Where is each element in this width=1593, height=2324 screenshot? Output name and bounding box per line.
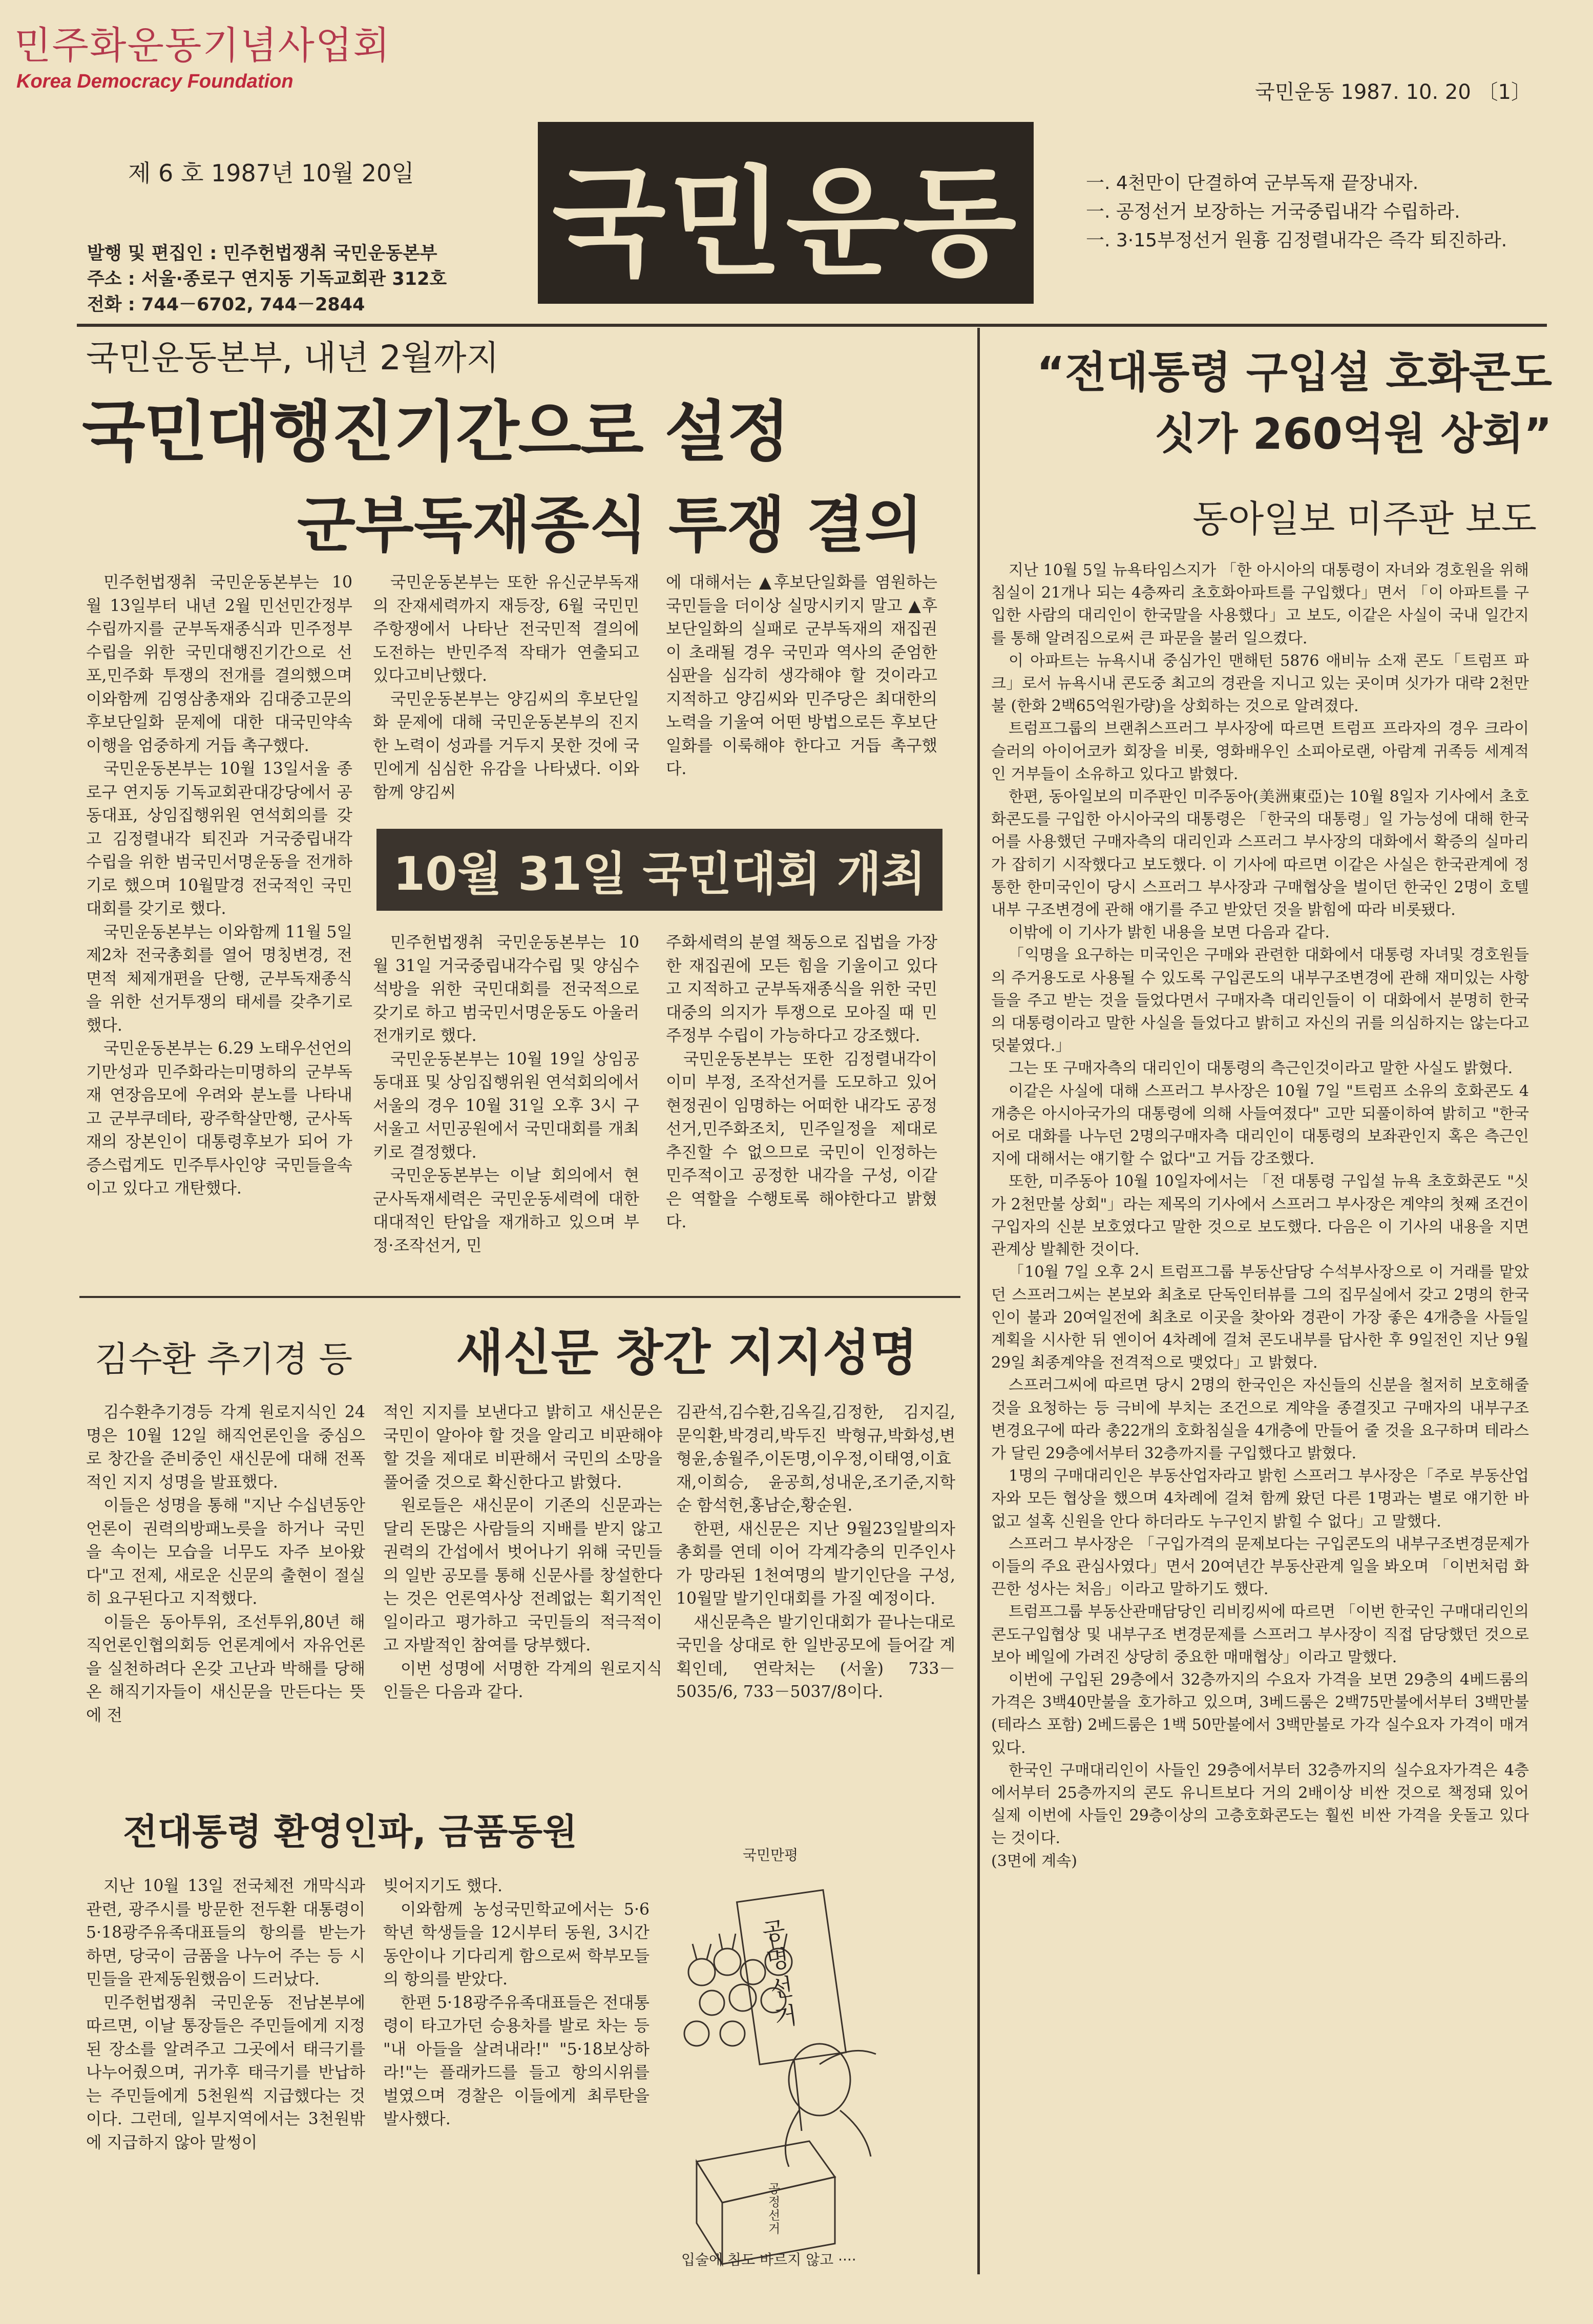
article1-column-1 xyxy=(86,571,352,1201)
article1-subhead: 군부독재종식 투쟁 결의 xyxy=(297,490,924,560)
phone-line: 전화 : 744－6702, 744－2844 xyxy=(87,295,365,315)
paragraph: 이들은 성명을 통해 "지난 수십년동안 언론이 권력의방패노릇을 하거나 국민을 속이는 모습을 너무도 자주 보아왔다"고 전제, 새로운 신문의 출현이 절실히 요구된다고 지적했다. xyxy=(86,1496,365,1608)
article1-column-2 xyxy=(373,571,639,804)
article5-subhead: 동아일보 미주판 보도 xyxy=(1192,497,1537,540)
article3-column-3 xyxy=(676,1401,955,1704)
paragraph: 한편 5·18광주유족대표들은 전대통령이 타고가던 승용차를 발로 차는 등 "내 아들을 살려내라!" "5·18보상하라!"는 플래카드를 들고 항의시위를 벌였으며 경찰은 이들에게 최루탄을 발사했다. xyxy=(383,1993,649,2128)
paragraph: 이밖에 이 기사가 밝힌 내용을 보면 다음과 같다. xyxy=(1009,924,1330,942)
paragraph: 1명의 구매대리인은 부동산업자라고 밝힌 스프러그 부사장은「주로 부동산업자와 모든 협상을 했으며 4차례에 걸쳐 함께 왔던 다른 1명과는 별로 얘기한 바 없고 설혹 신원을 안다 하더라도 누구인지 밝힐 수 없다」고 말했다. xyxy=(991,1467,1529,1531)
foundation-logo-korean: 민주화운동기념사업회 xyxy=(14,24,391,68)
paragraph: 그는 또 구매자측의 대리인이 대통령의 측근인것이라고 말한 사실도 밝혔다. xyxy=(1009,1059,1513,1078)
article3-kicker: 김수환 추기경 등 xyxy=(95,1339,353,1380)
paragraph: 이번에 구입된 29층에서 32층까지의 수요자 가격을 보면 29층의 4베드룸의 가격은 3백40만불을 호가하고 있으며, 3베드룸은 2백75만불에서부터 3백만불 (테라스 포함) 2베드룸은 1백 50만불에서 3백만불로 가각 실수요자 가격이 매겨있다. xyxy=(991,1670,1529,1757)
paragraph: 한편, 새신문은 지난 9월23일발의자 총회를 연데 이어 각계각층의 민주인사가 망라된 1천여명의 발기인단을 구성, 10월말 발기인대회를 가질 예정이다. xyxy=(676,1519,955,1608)
paragraph: 국민운동본부는 이날 회의에서 현군사독재세력은 국민운동세력에 대한 대대적인 탄압을 재개하고 있으며 부정·조작선거, 민 xyxy=(373,1166,639,1255)
paragraph: 한국인 구매대리인이 사들인 29층에서부터 32층까지의 실수요자가격은 4층에서부터 25층까지의 콘도 유니트보다 거의 2배이상 비싼 것으로 책정돼 있어 실제 이번에 사들인 29층이상의 고층호화콘도는 훨씬 비싼 가격을 웃돌고 있다는 것이다. xyxy=(991,1761,1529,1848)
paragraph: 스프러그씨에 따르면 당시 2명의 한국인은 자신들의 신분을 철저히 보호해줄 것을 요청하는 등 극비에 부치는 조건으로 계약을 종결짓고 구매자의 내부구조 변경요구에 따라 총22개의 호화침실을 4개층에 만들어 줄 것을 요구하며 테라스가 달린 29층에서부터 32층까지를 구입했다고 밝혔다. xyxy=(991,1376,1529,1462)
article4-headline: 전대통령 환영인파, 금품동원 xyxy=(123,1811,577,1853)
paragraph: 민주헌법쟁취 국민운동본부는 10월 31일 거국중립내각수립 및 양심수석방을 위한 국민대회를 전국적으로 갖기로 하고 범국민서명운동도 아울러 전개키로 했다. xyxy=(373,933,639,1045)
paragraph: 김관석,김수환,김옥길,김정한, 김지길,문익환,박경리,박두진 박형규,박화성,변형윤,송월주,이돈명,이우정,이태영,이효재,이희승, 윤공희,성내운,조기준,지학순 함석헌,홍남순,황순원. xyxy=(676,1403,955,1515)
paragraph: 국민운동본부는 10월 13일서울 종로구 연지동 기독교회관대강당에서 공동대표, 상임집행위원 연석회의를 갖고 김정렬내각 퇴진과 거국중립내각 수립을 위한 범국민서명운동을 전개하기로 했으며 10월말경 전국적인 국민대회를 갖기로 했다. xyxy=(86,760,352,918)
article5-body xyxy=(991,559,1529,1873)
paragraph: 한편, 동아일보의 미주판인 미주동아(美洲東亞)는 10월 8일자 기사에서 초호화콘도를 구입한 아시아국의 대통령은 「한국의 대통령」일 가능성에 대해 한국어를 사용했던 구매자측의 대리인과 스프러그 부사장의 대화에서 확증의 실마리가 잡히기 시작했다고 보도했다. 이 기사에 따르면 이같은 사실은 한국관계에 정통한 한미국인이 당시 스프러그 부사장과 구매협상을 벌이던 한국인 2명이 호텔내부 구조변경에 관해 얘기를 주고 받았던 것을 밝힘에 따라 비롯됐다. xyxy=(991,788,1529,919)
article2-headline: 10월 31일 국민대회 개최 xyxy=(376,829,942,911)
address-line: 주소 : 서울·종로구 연지동 기독교회관 312호 xyxy=(87,269,447,289)
article1-kicker: 국민운동본부, 내년 2월까지 xyxy=(86,338,499,378)
foundation-logo-english: Korea Democracy Foundation xyxy=(16,71,294,92)
article4-column-2 xyxy=(383,1875,649,2131)
header-divider xyxy=(77,324,1547,327)
article4-column-1 xyxy=(86,1875,365,2154)
continued-note: (3면에 계속) xyxy=(991,1852,1077,1870)
paragraph: 민주헌법쟁취 국민운동본부는 10월 13일부터 내년 2월 민선민간정부 수립까지를 군부독재종식과 민주정부수립을 위한 국민대행진기간으로 선포,민주화 투쟁의 전개를 결의했으며 이와함께 김영삼총재와 김대중고문의 후보단일화 문제에 대한 대국민약속 이행을 엄중하게 거듭 촉구했다. xyxy=(86,573,352,755)
cartoon-caption-bottom: 입술에 침도 바르지 않고 ···· xyxy=(681,2251,856,2268)
paragraph: 지난 10월 5일 뉴욕타임스지가 「한 아시아의 대통령이 자녀와 경호원을 위해 침실이 21개나 되는 4층짜리 초호화아파트를 구입했다」면서 「이 아파트를 구입한 사람의 대리인이 한국말을 사용했다」고 보도, 이같은 사실이 국내 일간지를 통해 알려짐으로써 큰 파문을 불러 일으켰다. xyxy=(991,561,1529,647)
paragraph: 민주헌법쟁취 국민운동 전남본부에 따르면, 이날 통장들은 주민들에게 지정된 장소를 알려주고 그곳에서 태극기를 나누어줬으며, 귀가후 태극기를 반납하는 주민들에게 5천원씩 지급했다는 것이다. 그런데, 일부지역에서는 3천원밖에 지급하지 않아 말썽이 xyxy=(86,1993,365,2152)
paragraph: 이번 성명에 서명한 각계의 원로지식인들은 다음과 같다. xyxy=(383,1659,662,1701)
paragraph: 이 아파트는 뉴욕시내 중심가인 맨해턴 5876 애비뉴 소재 콘도「트럼프 파크」로서 뉴욕시내 콘도중 최고의 경관을 지니고 있는 곳이며 싯가가 대략 2천만불 (한화 2백65억원가량)을 상회하는 것으로 알려졌다. xyxy=(991,652,1529,716)
paragraph: 국민운동본부는 10월 19일 상임공동대표 및 상임집행위원 연석회의에서 서울의 경우 10월 31일 오후 3시 구서울고 서민공원에서 국민대회를 개최키로 결정했다. xyxy=(373,1050,639,1162)
article3-column-2 xyxy=(383,1401,662,1704)
paragraph: 「10월 7일 오후 2시 트럼프그룹 부동산담당 수석부사장으로 이 거래를 맡았던 스프러그씨는 본보와 최초로 단독인터뷰를 그의 집무실에서 갖고 2명의 한국인이 불과 20여일전에 최초로 이곳을 찾아와 경관이 가장 좋은 4개층을 사들일 계획을 시사한 뒤 엔이어 4차례에 걸쳐 콘도내부를 답사한 후 9일전인 지난 9월 29일 최종계약을 전격적으로 맺었다」고 밝혔다. xyxy=(991,1263,1529,1372)
slogan-item: 一. 3·15부정선거 원흉 김정렬내각은 즉각 퇴진하라. xyxy=(1086,230,1507,251)
article3-headline: 새신문 창간 지지성명 xyxy=(456,1324,918,1381)
slogan-list xyxy=(1086,169,1557,255)
paragraph: 이같은 사실에 대해 스프러그 부사장은 10월 7일 "트럼프 소유의 호화콘도 4개층은 아시아국가의 대통령에 의해 사들여졌다" 고만 되풀이하여 밝히고 "한국어로 대화를 나누던 2명의구매자측 대리인이 대통령의 보좌관인지 혹은 측근인지에 대해서는 얘기할 수 없다"고 거듭 강조했다. xyxy=(991,1082,1529,1168)
paragraph: 에 대해서는 ▲후보단일화를 염원하는 국민들을 더이상 실망시키지 말고 ▲후보단일화의 실패로 군부독재의 재집권이 초래될 경우 국민과 역사의 준엄한 심판을 심각히 생각해야 할 것이라고 지적하고 양김씨와 민주당은 최대한의 노력을 기울여 어떤 방법으로든 후보단일화를 이룩해야 한다고 거듭 촉구했다. xyxy=(666,573,937,778)
section-divider xyxy=(79,1296,960,1298)
article2-column-2 xyxy=(666,931,937,1234)
cartoon-drawing xyxy=(666,1844,907,2269)
page-folio: 국민운동 1987. 10. 20 〔1〕 xyxy=(1255,80,1532,104)
publisher-line: 발행 및 편집인 : 민주헌법쟁취 국민운동본부 xyxy=(87,243,437,264)
paragraph: 국민운동본부는 이와함께 11월 5일 제2차 전국총회를 열어 명칭변경, 전면적 체제개편을 단행, 군부독재종식을 위한 선거투쟁의 태세를 갖추기로 했다. xyxy=(86,923,352,1035)
paragraph: 국민운동본부는 양김씨의 후보단일화 문제에 대해 국민운동본부의 진지한 노력이 성과를 거두지 못한 것에 국민에게 심심한 유감을 나타냈다. 이와함께 양김씨 xyxy=(373,689,639,802)
cartoon-caption-top: 국민만평 xyxy=(743,1847,799,1864)
article3-column-1 xyxy=(86,1401,365,1727)
article5-headline-line2: 싯가 260억원 상회” xyxy=(1155,409,1552,459)
slogan-item: 一. 공정선거 보장하는 거국중립내각 수립하라. xyxy=(1086,201,1460,222)
paragraph: 빚어지기도 했다. xyxy=(383,1877,503,1895)
article2-column-1 xyxy=(373,931,639,1258)
paragraph: 트럼프그룹 부동산관매담당인 리비킹씨에 따르면 「이번 한국인 구매대리인의 콘도구입협상 및 내부구조 변경문제를 스프러그 부사장이 직접 담당했던 것으로 보아 베일에 가려진 상당히 중요한 매매협상」이라고 말했다. xyxy=(991,1603,1529,1666)
cartoon-ballot-label: 공정선거 xyxy=(768,2182,781,2236)
article1-headline: 국민대행진기간으로 설정 xyxy=(82,394,789,470)
article5-headline-line1: “전대통령 구입설 호화콘도 xyxy=(1036,347,1552,397)
paragraph: 주화세력의 분열 책동으로 집법을 가장한 재집권에 모든 힘을 기울이고 있다고 지적하고 군부독재종식을 위한 국민대중의 의지가 투쟁으로 모아질 때 민주정부 수립이 가능하다고 강조했다. xyxy=(666,933,937,1045)
paragraph: 스프러그 부사장은 「구입가격의 문제보다는 구입콘도의 내부구조변경문제가 이들의 주요 관심사였다」면서 20여년간 부동산관계 일을 봐오며 「이번처럼 화끈한 성사는 처음」이라고 말하기도 했다. xyxy=(991,1535,1529,1599)
paragraph: 이들은 동아투위, 조선투위,80년 해직언론인협의회등 언론계에서 자유언론을 실천하려다 온갖 고난과 박해를 당해온 해직기자들이 새신문을 만든다는 뜻에 전 xyxy=(86,1613,365,1725)
column-divider xyxy=(977,328,980,2274)
slogan-item: 一. 4천만이 단결하여 군부독재 끝장내자. xyxy=(1086,173,1419,194)
paragraph: 지난 10월 13일 전국체전 개막식과 관련, 광주시를 방문한 전두환 대통령이 5·18광주유족대표들의 항의를 받는가 하면, 당국이 금품을 나누어 주는 등 시민들을 관제동원했음이 드러났다. xyxy=(86,1877,365,1988)
paragraph: 원로들은 새신문이 기존의 신문과는 달리 돈많은 사람들의 지배를 받지 않고 권력의 간섭에서 벗어나기 위해 국민들의 일반 공모를 통해 신문사를 창설한다는 것은 언론역사상 전례없는 획기적인 일이라고 평가하고 국민들의 적극적이고 자발적인 참여를 당부했다. xyxy=(383,1496,662,1655)
issue-line: 제 6 호 1987년 10월 20일 xyxy=(128,159,414,187)
paragraph: 새신문측은 발기인대회가 끝나는대로 국민을 상대로 한 일반공모에 들어갈 계획인데, 연락처는 (서울) 733－5035/6, 733－5037/8이다. xyxy=(676,1613,955,1701)
paragraph: 김수환추기경등 각계 원로지식인 24명은 10월 12일 해직언론인을 중심으로 창간을 준비중인 새신문에 대해 전폭적인 지지 성명을 발표했다. xyxy=(86,1403,365,1492)
paragraph: 국민운동본부는 또한 김정렬내각이 이미 부정, 조작선거를 도모하고 있어 현정권이 임명하는 어떠한 내각도 공정선거,민주화조치, 민주일정을 제대로 추진할 수 없으므로 국민이 인정하는 민주적이고 공정한 내각을 구성, 이같은 역할을 수행토록 해야한다고 밝혔다. xyxy=(666,1050,937,1231)
paragraph: 또한, 미주동아 10월 10일자에서는 「전 대통령 구입설 뉴욕 초호화콘도 "싯가 2천만불 상회"」라는 제목의 기사에서 스프러그 부사장은 계약의 첫째 조건이 구입자의 신분 보호였다고 말한 것으로 보도했다. 다음은 이 기사의 내용을 지면관계상 발췌한 것이다. xyxy=(991,1173,1529,1259)
paragraph: 적인 지지를 보낸다고 밝히고 새신문은 국민이 알아야 할 것을 알리고 비판해야 할 것을 제대로 비판해서 국민의 소망을 풀어줄 것으로 확신한다고 밝혔다. xyxy=(383,1403,662,1492)
article1-column-3 xyxy=(666,571,937,781)
paragraph: 트럼프그룹의 브랜취스프러그 부사장에 따르면 트럼프 프라자의 경우 크라이슬러의 아이어코카 회장을 비롯, 영화배우인 소피아로랜, 아람계 귀족등 세계적인 거부들이 소유하고 있다고 밝혔다. xyxy=(991,720,1529,783)
cartoon-sign-text: 공명선거 xyxy=(760,1916,799,2032)
political-cartoon xyxy=(666,1844,907,2269)
paragraph: 국민운동본부는 6.29 노태우선언의 기만성과 민주화라는미명하의 군부독재 연장음모에 우려와 분노를 나타내고 군부쿠데타, 광주학살만행, 군사독재의 장본인이 대통령후보가 되어 가증스럽게도 민주투사인양 국민들을속이고 있다고 개탄했다. xyxy=(86,1039,352,1198)
masthead: 국민운동 xyxy=(538,122,1034,304)
paragraph: 「익명을 요구하는 미국인은 구매와 관련한 대화에서 대통령 자녀및 경호원들의 주거용도로 사용될 수 있도록 구입콘도의 내부구조변경에 관해 재미있는 사항들을 주고 받는 것을 들었다면서 구매자측 대리인들이 이 대화에서 분명히 한국의 대통령이라고 말한 사실을 들었다고 밝히고 자신의 귀를 의심하지는 않는다고 덧붙였다.」 xyxy=(991,946,1529,1055)
paragraph: 국민운동본부는 또한 유신군부독재의 잔재세력까지 재등장, 6월 국민민주항쟁에서 나타난 전국민적 결의에 도전하는 반민주적 작태가 연출되고 있다고비난했다. xyxy=(373,573,639,685)
paragraph: 이와함께 농성국민학교에서는 5·6학년 학생들을 12시부터 동원, 3시간동안이나 기다리게 함으로써 학부모들의 항의를 받았다. xyxy=(383,1900,649,1988)
